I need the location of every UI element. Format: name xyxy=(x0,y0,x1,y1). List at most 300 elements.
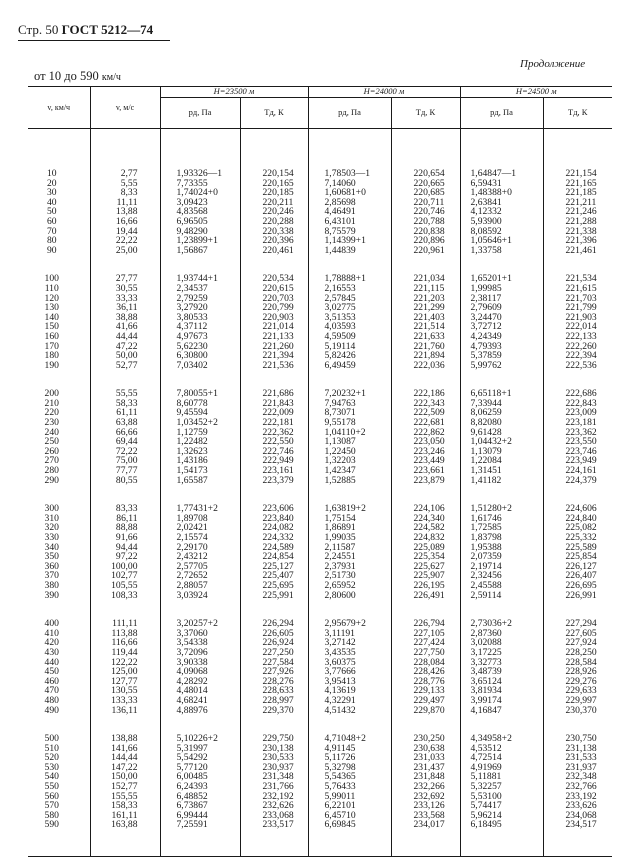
table-row xyxy=(28,476,612,486)
speed-ms-cell: 8,33 xyxy=(90,188,160,198)
pressure-cell: 6,48852 xyxy=(160,792,240,802)
spacer-cell xyxy=(240,600,308,619)
spacer-cell xyxy=(460,715,543,734)
pressure-cell: 1,74024+0 xyxy=(160,188,240,198)
pressure-cell: 2,59114 xyxy=(460,591,543,601)
spacer-cell xyxy=(160,715,240,734)
temperature-cell: 220,903 xyxy=(240,313,308,323)
speed-kmh-cell: 260 xyxy=(44,445,59,457)
temperature-cell: 220,461 xyxy=(240,246,308,256)
speed-ms-cell: 27,77 xyxy=(90,274,160,284)
standard-code: ГОСТ 5212—74 xyxy=(61,22,154,37)
pressure-cell: 1,22450 xyxy=(308,447,391,457)
pressure-cell: 7,33944 xyxy=(460,399,543,409)
spacer-cell xyxy=(28,600,90,619)
spacer-row xyxy=(28,600,612,619)
temperature-cell: 228,426 xyxy=(391,667,460,677)
temperature-cell: 221,154 xyxy=(543,169,612,179)
speed-kmh-cell: 570 xyxy=(44,800,59,812)
speed-ms-cell: 147,22 xyxy=(90,763,160,773)
spacer-cell xyxy=(460,255,543,274)
pressure-cell: 5,99011 xyxy=(308,792,391,802)
temperature-cell: 221,894 xyxy=(391,351,460,361)
temperature-cell: 233,626 xyxy=(543,801,612,811)
pressure-cell: 7,94763 xyxy=(308,399,391,409)
temperature-cell: 231,437 xyxy=(391,763,460,773)
pressure-cell: 4,68241 xyxy=(160,696,240,706)
group-header-h24000: H=24000 м xyxy=(308,87,460,98)
pressure-cell: 1,86891 xyxy=(308,523,391,533)
spacer-cell xyxy=(160,485,240,504)
pressure-cell: 1,61746 xyxy=(460,514,543,524)
temperature-cell: 227,926 xyxy=(240,667,308,677)
temperature-cell: 222,181 xyxy=(240,418,308,428)
pressure-cell: 1,78503—1 xyxy=(308,169,391,179)
spacer-row xyxy=(28,255,612,274)
temperature-cell: 221,903 xyxy=(543,313,612,323)
pressure-cell: 3,81934 xyxy=(460,686,543,696)
pressure-cell: 8,60778 xyxy=(160,399,240,409)
pressure-cell: 2,72652 xyxy=(160,571,240,581)
continued-label: Продолжение xyxy=(520,58,586,70)
pressure-cell: 3,03924 xyxy=(160,591,240,601)
temperature-cell: 225,089 xyxy=(391,543,460,553)
temperature-cell: 223,550 xyxy=(543,437,612,447)
temperature-cell: 228,926 xyxy=(543,667,612,677)
temperature-cell: 232,266 xyxy=(391,782,460,792)
temperature-cell: 221,133 xyxy=(240,332,308,342)
temperature-cell: 221,514 xyxy=(391,322,460,332)
temperature-cell: 222,133 xyxy=(543,332,612,342)
pressure-cell: 5,19114 xyxy=(308,342,391,352)
pressure-cell: 2,16553 xyxy=(308,284,391,294)
pressure-cell: 6,43101 xyxy=(308,217,391,227)
pressure-cell: 2,79259 xyxy=(160,294,240,304)
pressure-cell: 3,17225 xyxy=(460,648,543,658)
speed-kmh-cell: 180 xyxy=(44,350,59,362)
spacer-cell xyxy=(543,370,612,389)
temperature-cell: 222,014 xyxy=(543,322,612,332)
pressure-cell: 1,60681+0 xyxy=(308,188,391,198)
temperature-cell: 220,788 xyxy=(391,217,460,227)
column-header-temperature: Тд, К xyxy=(240,98,308,129)
pressure-cell: 8,75579 xyxy=(308,227,391,237)
pressure-cell: 4,71048+2 xyxy=(308,734,391,744)
speed-ms-cell: 19,44 xyxy=(90,227,160,237)
speed-kmh-cell: 580 xyxy=(44,809,59,821)
temperature-cell: 220,799 xyxy=(240,303,308,313)
pressure-cell: 2,51730 xyxy=(308,571,391,581)
pressure-cell: 4,53512 xyxy=(460,744,543,754)
temperature-cell: 221,703 xyxy=(543,294,612,304)
speed-ms-cell: 150,00 xyxy=(90,772,160,782)
pressure-cell: 4,48014 xyxy=(160,686,240,696)
speed-kmh-cell: 530 xyxy=(44,761,59,773)
temperature-cell: 224,840 xyxy=(543,514,612,524)
pressure-cell: 5,82426 xyxy=(308,351,391,361)
temperature-cell: 230,937 xyxy=(240,763,308,773)
temperature-cell: 220,288 xyxy=(240,217,308,227)
temperature-cell: 224,589 xyxy=(240,543,308,553)
temperature-cell: 220,211 xyxy=(240,198,308,208)
temperature-cell: 225,082 xyxy=(543,523,612,533)
pressure-cell: 7,14060 xyxy=(308,179,391,189)
temperature-cell: 224,082 xyxy=(240,523,308,533)
speed-kmh-cell: 10 xyxy=(46,168,57,179)
spacer-cell xyxy=(543,255,612,274)
pressure-cell: 5,32798 xyxy=(308,763,391,773)
pressure-cell: 3,99174 xyxy=(460,696,543,706)
pressure-cell: 4,24349 xyxy=(460,332,543,342)
spacer-cell xyxy=(90,715,160,734)
speed-ms-cell: 55,55 xyxy=(90,389,160,399)
speed-kmh-cell: 290 xyxy=(44,474,59,486)
pressure-cell: 3,27920 xyxy=(160,303,240,313)
pressure-cell: 6,30800 xyxy=(160,351,240,361)
pressure-cell: 9,45594 xyxy=(160,408,240,418)
pressure-cell: 1,93326—1 xyxy=(160,169,240,179)
pressure-cell: 2,32456 xyxy=(460,571,543,581)
speed-ms-cell: 83,33 xyxy=(90,504,160,514)
temperature-cell: 227,424 xyxy=(391,638,460,648)
table-row xyxy=(28,361,612,371)
speed-kmh-cell: 190 xyxy=(44,359,59,371)
pressure-cell: 3,95413 xyxy=(308,677,391,687)
table-body xyxy=(28,129,612,857)
temperature-cell: 233,192 xyxy=(543,792,612,802)
pressure-cell: 5,54365 xyxy=(308,772,391,782)
speed-kmh-cell: 280 xyxy=(44,465,59,477)
pressure-cell: 6,49459 xyxy=(308,361,391,371)
pressure-cell: 1,13087 xyxy=(308,437,391,447)
pressure-cell: 4,91969 xyxy=(460,763,543,773)
temperature-cell: 223,661 xyxy=(391,466,460,476)
speed-ms-cell: 113,88 xyxy=(90,629,160,639)
temperature-cell: 220,838 xyxy=(391,227,460,237)
spacer-cell xyxy=(240,485,308,504)
speed-kmh-cell: 80 xyxy=(46,235,57,247)
temperature-cell: 230,370 xyxy=(543,706,612,716)
temperature-cell: 223,879 xyxy=(391,476,460,486)
temperature-cell: 221,536 xyxy=(240,361,308,371)
temperature-cell: 225,695 xyxy=(240,581,308,591)
pressure-cell: 1,77431+2 xyxy=(160,504,240,514)
temperature-cell: 233,126 xyxy=(391,801,460,811)
pressure-cell: 5,10226+2 xyxy=(160,734,240,744)
temperature-cell: 231,848 xyxy=(391,772,460,782)
speed-ms-cell: 141,66 xyxy=(90,744,160,754)
pressure-cell: 6,96505 xyxy=(160,217,240,227)
pressure-cell: 3,20257+2 xyxy=(160,619,240,629)
column-header-pressure: pд, Па xyxy=(308,98,391,129)
spacer-row xyxy=(28,129,612,170)
speed-kmh-cell: 120 xyxy=(44,292,59,304)
pressure-cell: 1,95388 xyxy=(460,543,543,553)
temperature-cell: 221,165 xyxy=(543,179,612,189)
pressure-cell: 5,62230 xyxy=(160,342,240,352)
speed-ms-cell: 36,11 xyxy=(90,303,160,313)
pressure-cell: 3,90338 xyxy=(160,658,240,668)
pressure-cell: 1,13079 xyxy=(460,447,543,457)
temperature-cell: 223,379 xyxy=(240,476,308,486)
speed-kmh-cell: 170 xyxy=(44,340,59,352)
pressure-cell: 3,11191 xyxy=(308,629,391,639)
temperature-cell: 224,379 xyxy=(543,476,612,486)
temperature-cell: 223,949 xyxy=(543,456,612,466)
temperature-cell: 229,133 xyxy=(391,686,460,696)
spacer-cell xyxy=(90,370,160,389)
temperature-cell: 222,746 xyxy=(240,447,308,457)
speed-kmh-cell: 500 xyxy=(44,733,59,745)
pressure-cell: 3,24470 xyxy=(460,313,543,323)
temperature-cell: 221,394 xyxy=(240,351,308,361)
speed-ms-cell: 100,00 xyxy=(90,562,160,572)
spacer-cell xyxy=(160,370,240,389)
temperature-cell: 230,750 xyxy=(543,734,612,744)
speed-ms-cell: 52,77 xyxy=(90,361,160,371)
speed-ms-cell: 111,11 xyxy=(90,619,160,629)
pressure-cell: 2,87360 xyxy=(460,629,543,639)
temperature-cell: 232,766 xyxy=(543,782,612,792)
pressure-cell: 5,31997 xyxy=(160,744,240,754)
pressure-cell: 4,59509 xyxy=(308,332,391,342)
speed-ms-cell: 38,88 xyxy=(90,313,160,323)
pressure-cell: 4,09068 xyxy=(160,667,240,677)
speed-kmh-cell: 400 xyxy=(44,618,59,630)
pressure-cell: 1,51280+2 xyxy=(460,504,543,514)
temperature-cell: 221,260 xyxy=(240,342,308,352)
temperature-cell: 221,461 xyxy=(543,246,612,256)
speed-ms-cell: 63,88 xyxy=(90,418,160,428)
pressure-cell: 6,59431 xyxy=(460,179,543,189)
pressure-cell: 2,73036+2 xyxy=(460,619,543,629)
pressure-cell: 1,41182 xyxy=(460,476,543,486)
pressure-cell: 1,99035 xyxy=(308,533,391,543)
temperature-cell: 220,165 xyxy=(240,179,308,189)
spacer-cell xyxy=(90,830,160,857)
pressure-cell: 1,64847—1 xyxy=(460,169,543,179)
pressure-cell: 3,09423 xyxy=(160,198,240,208)
temperature-cell: 230,638 xyxy=(391,744,460,754)
temperature-cell: 221,034 xyxy=(391,274,460,284)
speed-kmh-cell: 310 xyxy=(44,512,59,524)
spacer-cell xyxy=(460,129,543,170)
pressure-cell: 1,93744+1 xyxy=(160,274,240,284)
spacer-cell xyxy=(308,830,391,857)
pressure-cell: 2,11587 xyxy=(308,543,391,553)
temperature-cell: 228,633 xyxy=(240,686,308,696)
page-number: Стр. 50 xyxy=(18,22,59,37)
speed-kmh-cell: 140 xyxy=(44,311,59,323)
temperature-cell: 227,750 xyxy=(391,648,460,658)
pressure-cell: 1,12759 xyxy=(160,428,240,438)
speed-ms-cell: 50,00 xyxy=(90,351,160,361)
pressure-cell: 3,65124 xyxy=(460,677,543,687)
speed-kmh-cell: 550 xyxy=(44,781,59,793)
pressure-cell: 2,57845 xyxy=(308,294,391,304)
temperature-cell: 221,185 xyxy=(543,188,612,198)
temperature-cell: 224,340 xyxy=(391,514,460,524)
spacer-cell xyxy=(543,485,612,504)
speed-ms-cell: 88,88 xyxy=(90,523,160,533)
spacer-row xyxy=(28,830,612,857)
temperature-cell: 232,692 xyxy=(391,792,460,802)
pressure-cell: 4,79393 xyxy=(460,342,543,352)
speed-ms-cell: 91,66 xyxy=(90,533,160,543)
spacer-cell xyxy=(308,600,391,619)
temperature-cell: 221,396 xyxy=(543,236,612,246)
spacer-cell xyxy=(308,255,391,274)
pressure-cell: 2,95679+2 xyxy=(308,619,391,629)
pressure-cell: 8,82080 xyxy=(460,418,543,428)
speed-ms-cell: 161,11 xyxy=(90,811,160,821)
temperature-cell: 225,907 xyxy=(391,571,460,581)
pressure-cell: 3,02088 xyxy=(460,638,543,648)
pressure-cell: 5,77120 xyxy=(160,763,240,773)
temperature-cell: 220,746 xyxy=(391,207,460,217)
spacer-cell xyxy=(240,370,308,389)
speed-ms-cell: 13,88 xyxy=(90,207,160,217)
spacer-cell xyxy=(160,600,240,619)
temperature-cell: 221,246 xyxy=(543,207,612,217)
column-header-pressure: pд, Па xyxy=(160,98,240,129)
temperature-cell: 221,615 xyxy=(543,284,612,294)
pressure-cell: 4,34958+2 xyxy=(460,734,543,744)
pressure-cell: 2,02421 xyxy=(160,523,240,533)
column-header-pressure: pд, Па xyxy=(460,98,543,129)
pressure-cell: 5,11881 xyxy=(460,772,543,782)
temperature-cell: 223,362 xyxy=(543,428,612,438)
temperature-cell: 229,633 xyxy=(543,686,612,696)
pressure-cell: 4,03593 xyxy=(308,322,391,332)
temperature-cell: 223,050 xyxy=(391,437,460,447)
page-header xyxy=(18,22,153,38)
speed-ms-cell: 130,55 xyxy=(90,686,160,696)
spacer-cell xyxy=(160,830,240,857)
pressure-cell: 5,37859 xyxy=(460,351,543,361)
pressure-cell: 1,65201+1 xyxy=(460,274,543,284)
temperature-cell: 221,299 xyxy=(391,303,460,313)
pressure-cell: 2,45588 xyxy=(460,581,543,591)
pressure-cell: 1,04110+2 xyxy=(308,428,391,438)
temperature-cell: 224,332 xyxy=(240,533,308,543)
temperature-cell: 230,533 xyxy=(240,753,308,763)
pressure-cell: 8,73071 xyxy=(308,408,391,418)
temperature-cell: 222,681 xyxy=(391,418,460,428)
pressure-cell: 7,25591 xyxy=(160,820,240,830)
pressure-cell: 5,74417 xyxy=(460,801,543,811)
temperature-cell: 227,924 xyxy=(543,638,612,648)
speed-kmh-cell: 330 xyxy=(44,532,59,543)
speed-ms-cell: 22,22 xyxy=(90,236,160,246)
temperature-cell: 222,509 xyxy=(391,408,460,418)
spacer-cell xyxy=(240,830,308,857)
speed-kmh-cell: 20 xyxy=(46,177,57,189)
table-row xyxy=(28,591,612,601)
spacer-row xyxy=(28,715,612,734)
temperature-cell: 228,776 xyxy=(391,677,460,687)
temperature-cell: 222,260 xyxy=(543,342,612,352)
pressure-cell: 6,69845 xyxy=(308,820,391,830)
speed-ms-cell: 11,11 xyxy=(90,198,160,208)
pressure-cell: 4,46491 xyxy=(308,207,391,217)
spacer-cell xyxy=(543,715,612,734)
temperature-cell: 226,407 xyxy=(543,571,612,581)
spacer-cell xyxy=(90,600,160,619)
pressure-cell: 1,44839 xyxy=(308,246,391,256)
temperature-cell: 222,843 xyxy=(543,399,612,409)
temperature-cell: 225,589 xyxy=(543,543,612,553)
temperature-cell: 220,396 xyxy=(240,236,308,246)
column-header-speed-ms: v, м/с xyxy=(90,87,160,129)
speed-kmh-cell: 240 xyxy=(44,426,59,438)
temperature-cell: 223,606 xyxy=(240,504,308,514)
temperature-cell: 221,799 xyxy=(543,303,612,313)
pressure-cell: 1,56867 xyxy=(160,246,240,256)
pressure-cell: 6,18495 xyxy=(460,820,543,830)
speed-ms-cell: 125,00 xyxy=(90,667,160,677)
temperature-cell: 227,584 xyxy=(240,658,308,668)
temperature-cell: 233,068 xyxy=(240,811,308,821)
temperature-cell: 221,534 xyxy=(543,274,612,284)
pressure-cell: 4,13619 xyxy=(308,686,391,696)
pressure-cell: 1,52885 xyxy=(308,476,391,486)
pressure-cell: 4,97673 xyxy=(160,332,240,342)
table-row xyxy=(28,169,612,179)
temperature-cell: 232,192 xyxy=(240,792,308,802)
spacer-cell xyxy=(391,129,460,170)
pressure-cell: 2,29170 xyxy=(160,543,240,553)
speed-kmh-cell: 440 xyxy=(44,656,59,668)
speed-ms-cell: 80,55 xyxy=(90,476,160,486)
speed-ms-cell: 136,11 xyxy=(90,706,160,716)
speed-ms-cell: 144,44 xyxy=(90,753,160,763)
temperature-cell: 220,711 xyxy=(391,198,460,208)
pressure-cell: 1,33758 xyxy=(460,246,543,256)
speed-kmh-cell: 90 xyxy=(46,244,57,256)
speed-kmh-cell: 370 xyxy=(44,570,59,582)
atmosphere-table xyxy=(28,86,612,857)
speed-ms-cell: 158,33 xyxy=(90,801,160,811)
temperature-cell: 222,186 xyxy=(391,389,460,399)
temperature-cell: 232,348 xyxy=(543,772,612,782)
pressure-cell: 1,31451 xyxy=(460,466,543,476)
temperature-cell: 223,746 xyxy=(543,447,612,457)
speed-ms-cell: 5,55 xyxy=(90,179,160,189)
temperature-cell: 222,550 xyxy=(240,437,308,447)
spacer-cell xyxy=(391,370,460,389)
pressure-cell: 3,60375 xyxy=(308,658,391,668)
temperature-cell: 226,127 xyxy=(543,562,612,572)
temperature-cell: 221,686 xyxy=(240,389,308,399)
spacer-cell xyxy=(240,129,308,170)
pressure-cell: 5,99762 xyxy=(460,361,543,371)
pressure-cell: 5,93900 xyxy=(460,217,543,227)
pressure-cell: 4,83568 xyxy=(160,207,240,217)
spacer-cell xyxy=(90,255,160,274)
pressure-cell: 9,55178 xyxy=(308,418,391,428)
speed-ms-cell: 41,66 xyxy=(90,322,160,332)
temperature-cell: 221,211 xyxy=(543,198,612,208)
pressure-cell: 3,37060 xyxy=(160,629,240,639)
pressure-cell: 4,37112 xyxy=(160,322,240,332)
speed-ms-cell: 86,11 xyxy=(90,514,160,524)
speed-kmh-cell: 510 xyxy=(44,742,59,754)
speed-ms-cell: 33,33 xyxy=(90,294,160,304)
temperature-cell: 220,154 xyxy=(240,169,308,179)
speed-kmh-cell: 420 xyxy=(44,637,59,649)
column-header-temperature: Тд, К xyxy=(543,98,612,129)
